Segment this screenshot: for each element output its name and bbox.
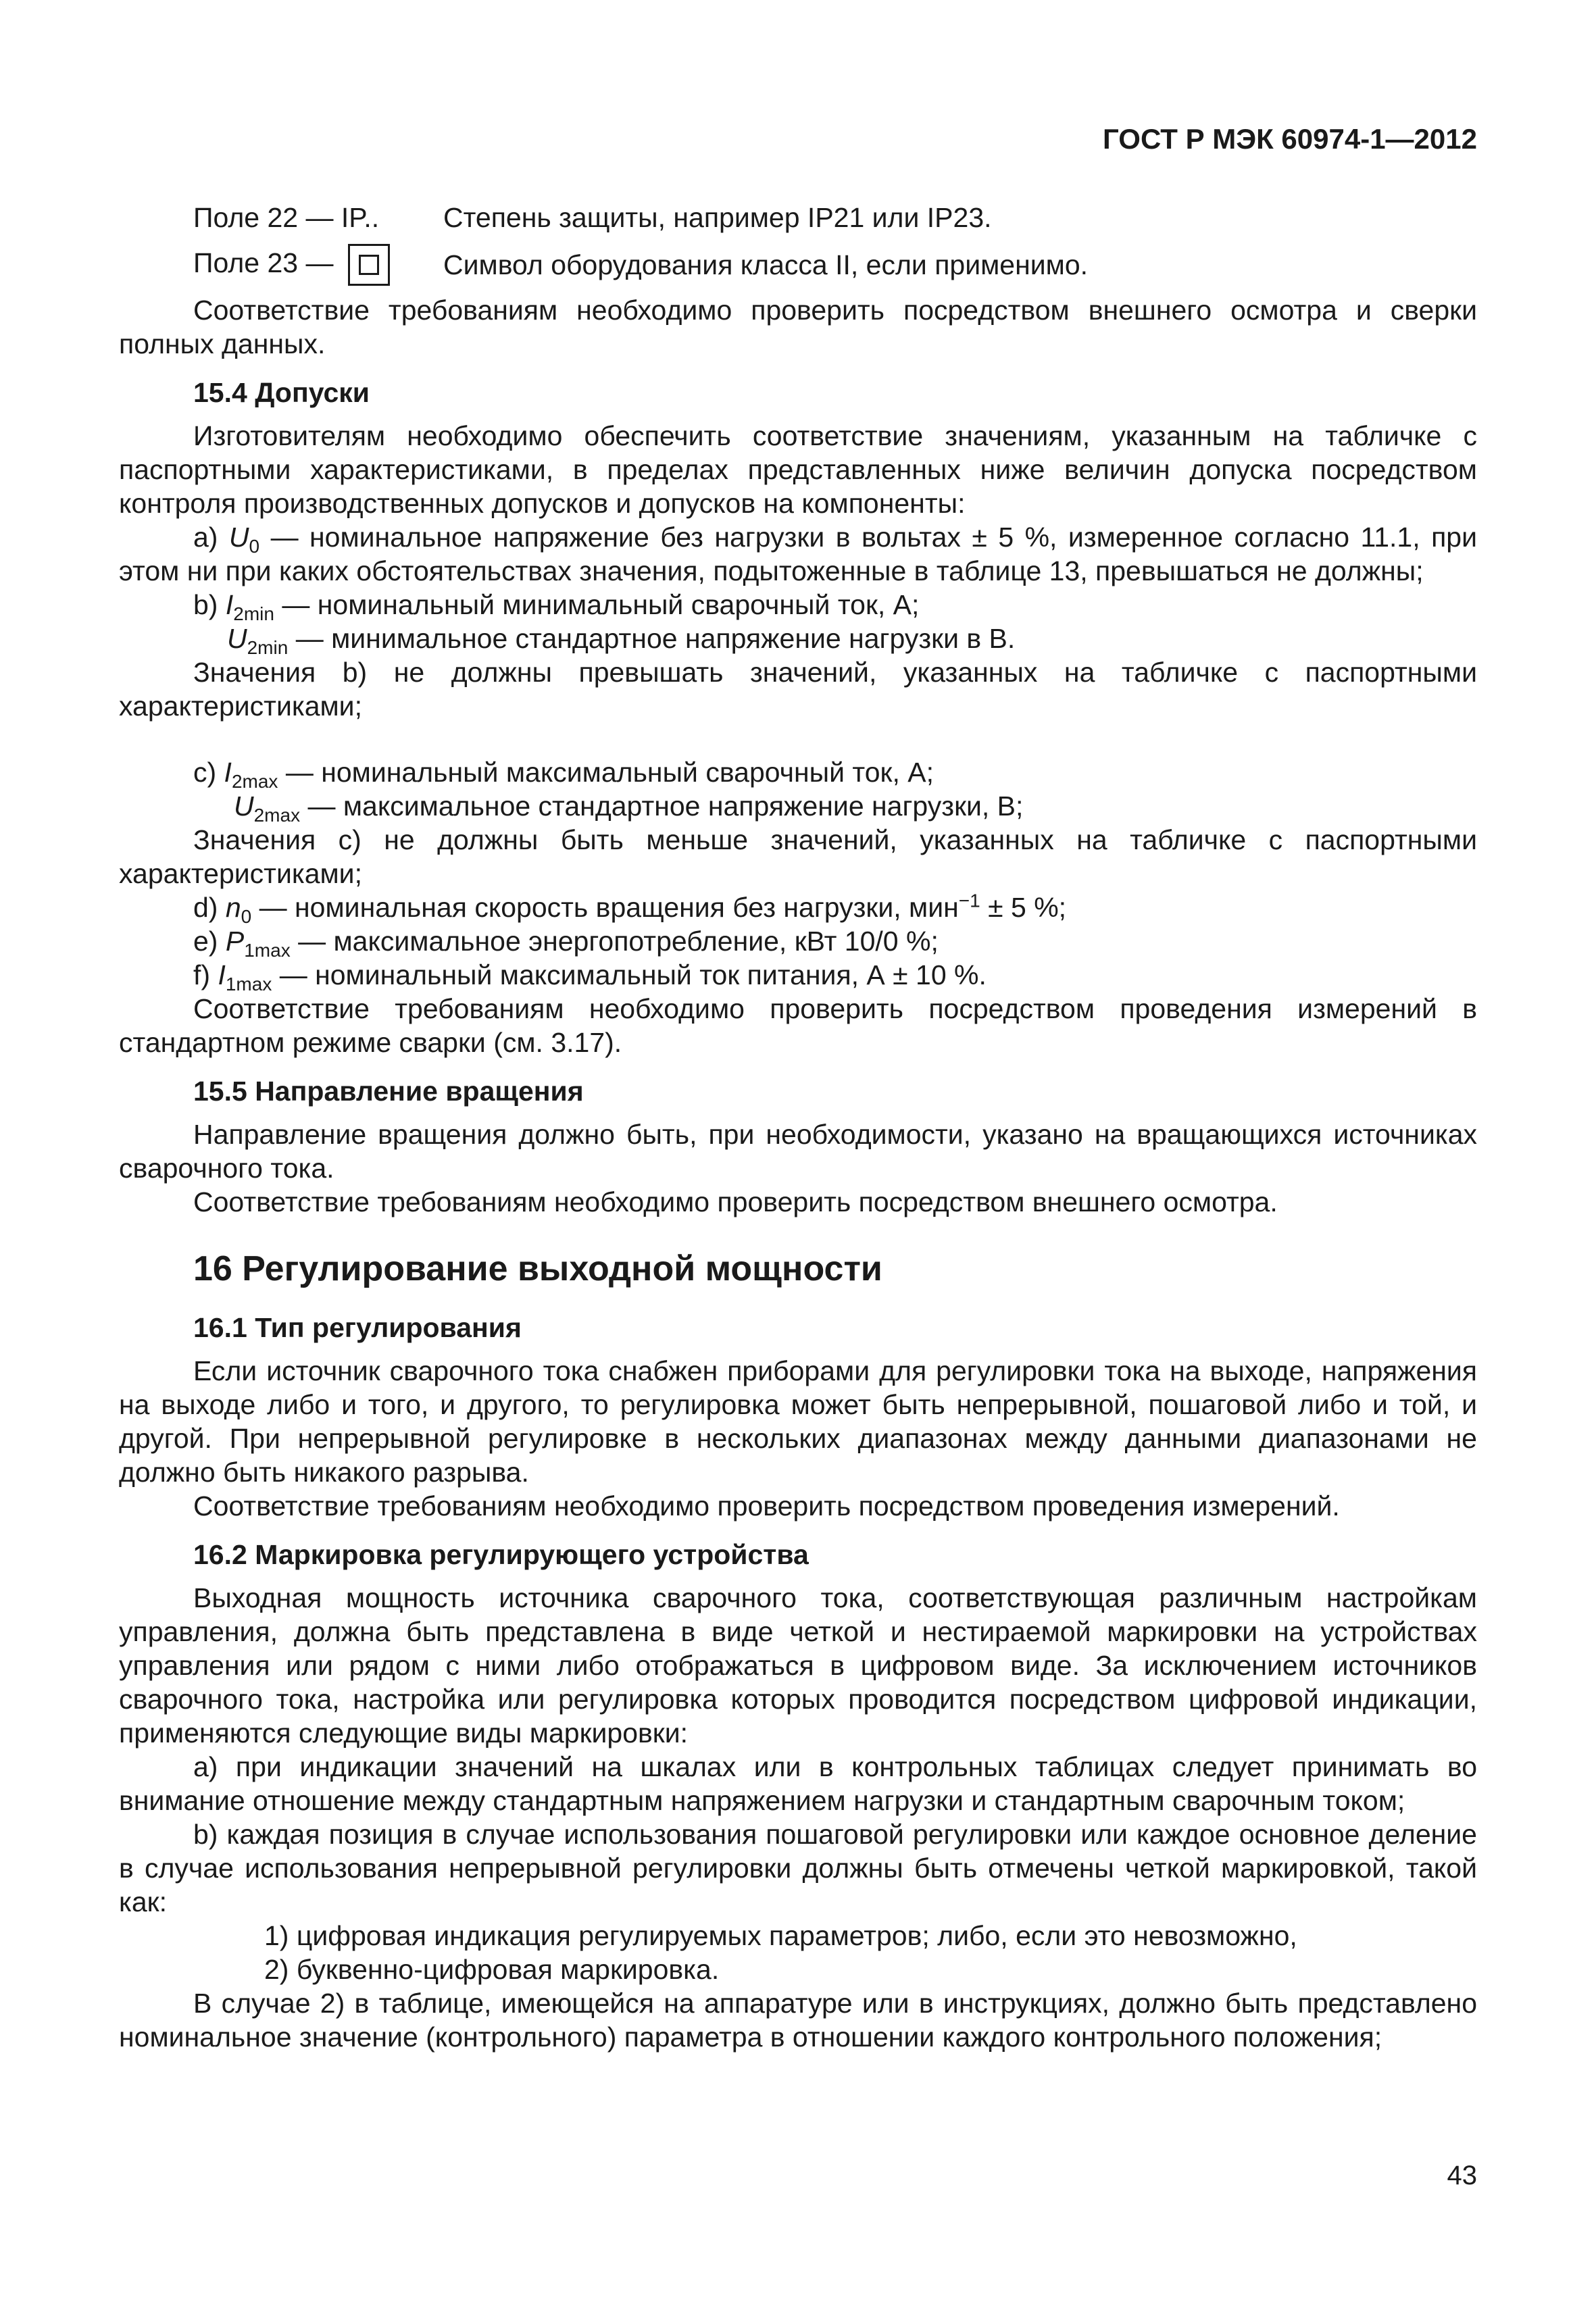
section-16-1-para-1: Если источник сварочного тока снабжен приборами для регулировки тока на выходе, напряжения на выходе либо и того, и другого, то регулировка может быть непрерывной, пошаговой либо и той, и другой. При непрерывной регулировке в нескольких диапазонах между данными диапазонами не должно быть никакого разрыва.: [119, 1355, 1477, 1488]
item-c2-subscript: 2max: [253, 805, 301, 826]
class-ii-double-square-icon: [348, 244, 390, 286]
section-15-5-title: 15.5 Направление вращения: [193, 1076, 584, 1107]
item-b1-symbol: I: [225, 589, 234, 620]
section-15-5-para-2: Соответствие требованиям необходимо проверить посредством внешнего осмотра.: [193, 1186, 1278, 1217]
item-a-prefix: a): [193, 522, 229, 553]
item-d-symbol: n: [225, 892, 241, 923]
item-d-superscript: −1: [958, 890, 980, 911]
section-16-title: 16 Регулирование выходной мощности: [193, 1249, 882, 1288]
spacer: [119, 723, 1477, 755]
item-d: [119, 890, 1477, 928]
section-15-4-intro: Изготовителям необходимо обеспечить соответствие значениям, указанным на табличке с паспортными характеристиками, в пределах представленных ниже величин допуска посредством контроля производственных допусков и допусков на компоненты:: [119, 420, 1477, 519]
field-23-label: Поле 23 —: [193, 247, 334, 278]
item-b1-prefix: b): [193, 589, 226, 620]
section-15-4-title: 15.4 Допуски: [193, 377, 370, 408]
page-number: 43: [1447, 2161, 1477, 2190]
item-c2-symbol: U: [234, 790, 254, 822]
item-e-text: — максимальное энергопотребление, кВт 10/0 %;: [290, 926, 939, 957]
field-23-text: Символ оборудования класса II, если применимо.: [443, 249, 1089, 280]
item-d-text: — номинальная скорость вращения без нагрузки, мин: [251, 892, 959, 923]
item-e-prefix: e): [193, 926, 226, 957]
item-c1: [119, 755, 1477, 793]
section-16-1-para-2: Соответствие требованиям необходимо проверить посредством проведения измерений.: [193, 1490, 1340, 1521]
item-a-text: — номинальное напряжение без нагрузки в вольтах ± 5 %, измеренное согласно 11.1, при этом ни при каких обстоятельствах значения, подытоженные в таблице 13, превышаться не должны;: [119, 522, 1477, 586]
item-a-symbol: U: [228, 522, 249, 553]
item-f-prefix: f): [193, 959, 218, 990]
item-c2: [119, 789, 1477, 826]
item-c1-subscript: 2max: [231, 771, 278, 793]
section-16-2-para-2: В случае 2) в таблице, имеющейся на аппаратуре или в инструкциях, должно быть представлено номинальное значение (контрольного) параметра в отношении каждого контрольного положения;: [119, 1988, 1477, 2053]
field-23-row: [119, 245, 1477, 285]
item-e-subscript: 1max: [244, 940, 291, 961]
section-16-2-item-b2: 2) буквенно-цифровая маркировка.: [264, 1954, 720, 1985]
item-e: [119, 924, 1477, 961]
item-f-text: — номинальный максимальный ток питания, А ± 10 %.: [272, 959, 987, 990]
check-paragraph-2: Соответствие требованиям необходимо проверить посредством проведения измерений в стандартном режиме сварки (см. 3.17).: [119, 993, 1477, 1058]
item-f: [119, 958, 1477, 995]
section-16-2-para-1: Выходная мощность источника сварочного тока, соответствующая различным настройкам управления, должна быть представлена в виде четкой и нестираемой маркировки на устройствах управления или рядом с ними либо отображаться в цифровом виде. За исключением источников сварочного тока, настройка или регулировка которых проводится посредством цифровой индикации, применяются следующие виды маркировки:: [119, 1582, 1477, 1749]
field-22-text: Степень защиты, например IP21 или IP23.: [443, 202, 992, 233]
section-15-5-para-1: Направление вращения должно быть, при необходимости, указано на вращающихся источниках сварочного тока.: [119, 1119, 1477, 1184]
document-body: [119, 197, 1477, 2054]
item-d-subscript: 0: [241, 906, 252, 928]
item-b2-subscript: 2min: [247, 637, 289, 659]
item-b1-subscript: 2min: [233, 603, 274, 625]
document-header: ГОСТ Р МЭК 60974-1—2012: [1103, 123, 1477, 155]
item-f-symbol: I: [218, 959, 226, 990]
check-paragraph-1: Соответствие требованиям необходимо проверить посредством внешнего осмотра и сверки полных данных.: [119, 295, 1477, 359]
item-d-prefix: d): [193, 892, 226, 923]
item-b1-text: — номинальный минимальный сварочный ток, А;: [274, 589, 920, 620]
item-b2-text: — минимальное стандартное напряжение нагрузки в В.: [288, 623, 1016, 654]
item-a-subscript: 0: [249, 536, 260, 557]
item-c-note: Значения c) не должны быть меньше значений, указанных на табличке с паспортными характеристиками;: [119, 824, 1477, 889]
field-22-row: [119, 197, 1477, 238]
item-b1: [119, 588, 1477, 625]
field-22-label: Поле 22 — IP..: [193, 202, 380, 233]
item-b2-symbol: U: [227, 623, 247, 654]
section-16-2-title: 16.2 Маркировка регулирующего устройства: [193, 1539, 809, 1570]
item-a: [119, 520, 1477, 588]
item-b2: [119, 622, 1477, 659]
item-e-symbol: P: [225, 926, 245, 957]
item-c2-text: — максимальное стандартное напряжение нагрузки, В;: [300, 790, 1024, 822]
section-16-2-item-a: a) при индикации значений на шкалах или в контрольных таблицах следует принимать во внимание отношение между стандартным напряжением нагрузки и стандартным сварочным током;: [119, 1751, 1477, 1816]
item-c1-text: — номинальный максимальный сварочный ток, А;: [278, 757, 934, 788]
item-c1-symbol: I: [224, 757, 232, 788]
field-23-label-wrap: [193, 244, 443, 286]
section-16-2-item-b1: 1) цифровая индикация регулируемых параметров; либо, если это невозможно,: [264, 1920, 1297, 1951]
section-16-2-item-b: b) каждая позиция в случае использования пошаговой регулировки или каждое основное деление в случае использования непрерывной регулировки должны быть отмечены четкой маркировкой, такой как:: [119, 1819, 1477, 1917]
item-f-subscript: 1max: [225, 974, 272, 995]
item-c1-prefix: c): [193, 757, 224, 788]
item-b-note: Значения b) не должны превышать значений, указанных на табличке с паспортными характеристиками;: [119, 657, 1477, 722]
section-16-1-title: 16.1 Тип регулирования: [193, 1312, 522, 1343]
item-d-tail: ± 5 %;: [980, 892, 1067, 923]
